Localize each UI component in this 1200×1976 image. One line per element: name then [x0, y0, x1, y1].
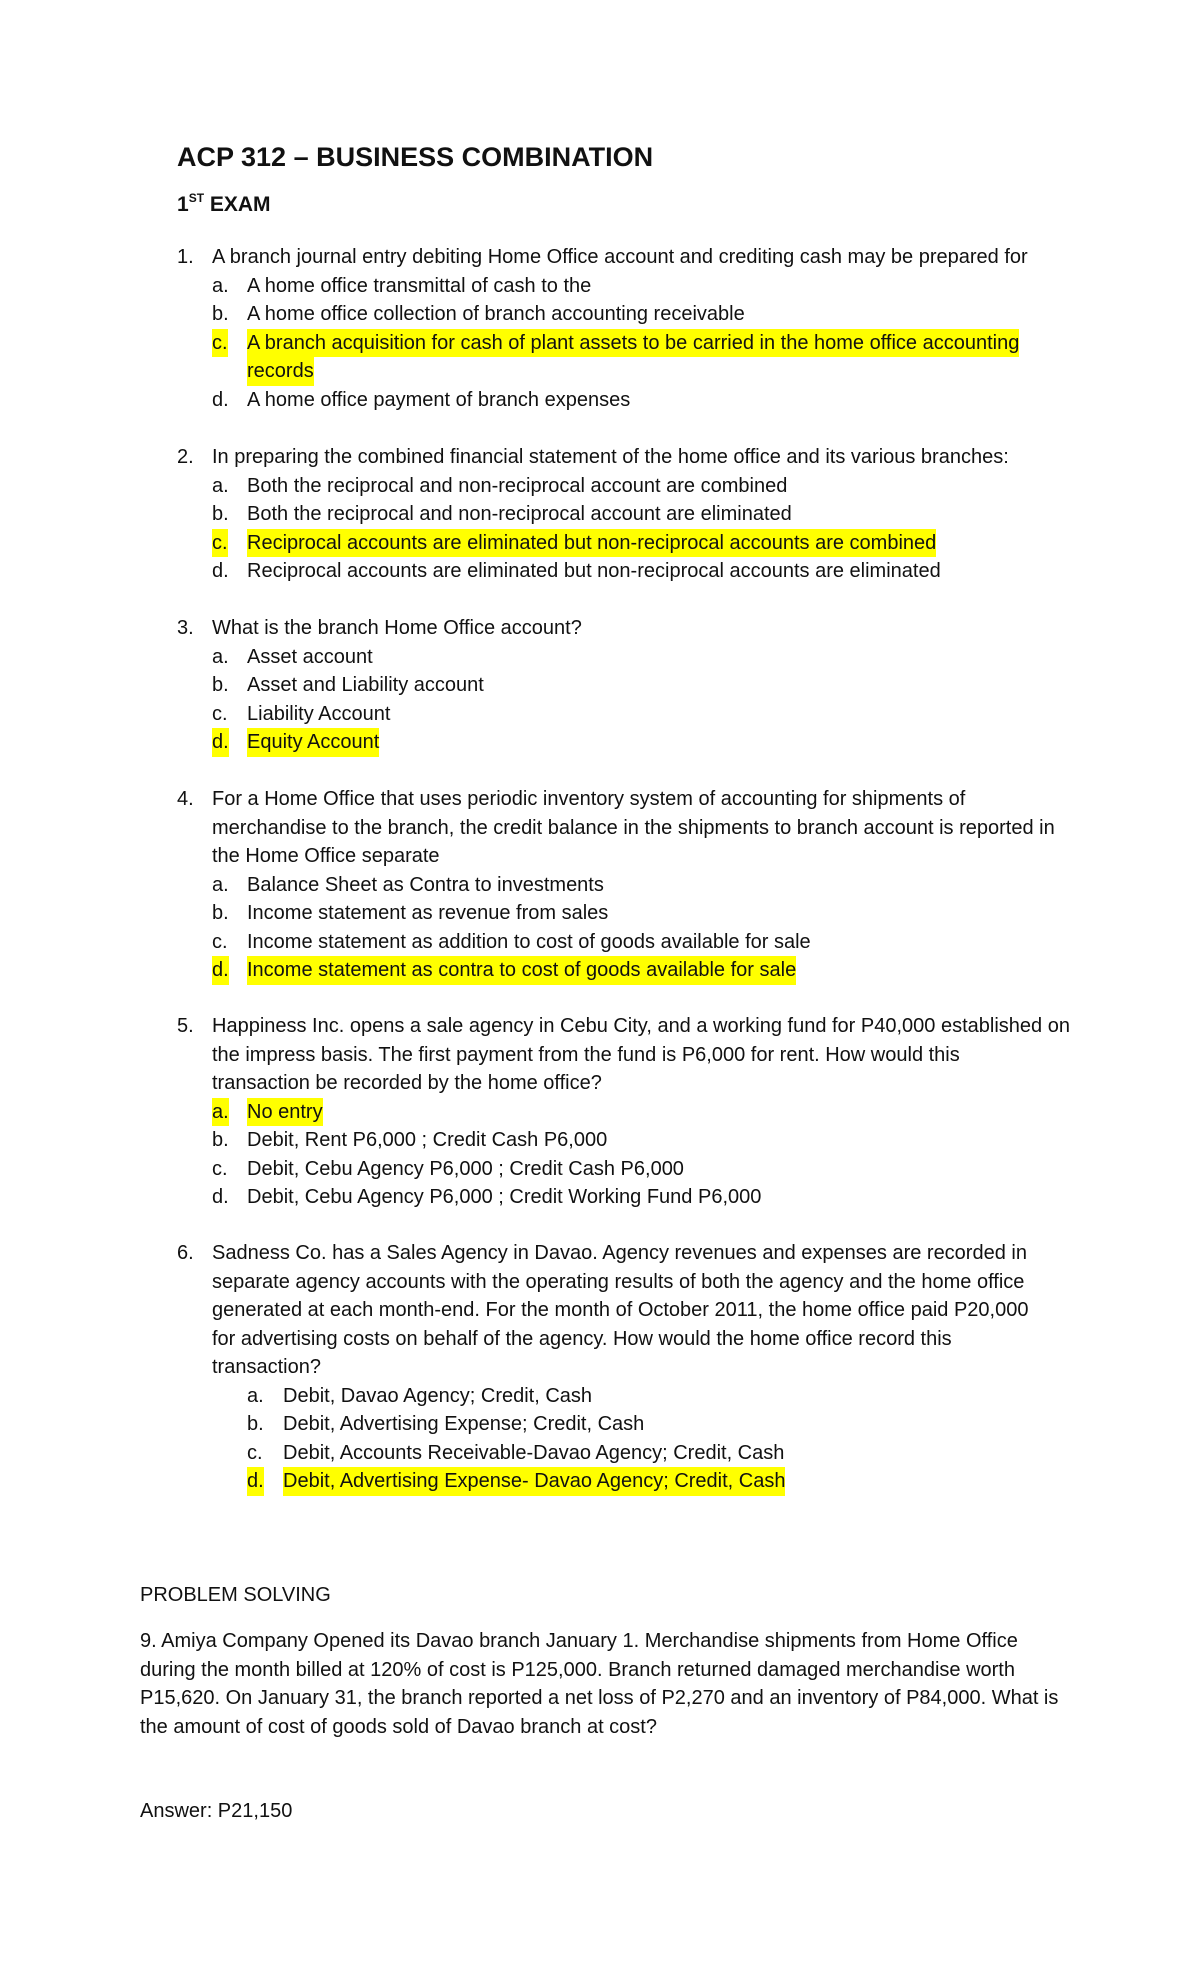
- option-b: [0, 1126, 1200, 1155]
- option-text: Both the reciprocal and non-reciprocal account are eliminated: [247, 503, 792, 525]
- question-text: For a Home Office that uses periodic inventory system of accounting for shipments of: [212, 788, 966, 810]
- problem-answer: Answer: P21,150: [140, 1800, 293, 1822]
- option-letter: b.: [212, 674, 229, 696]
- question-line: [0, 1268, 1200, 1297]
- question-line: [0, 1296, 1200, 1325]
- option-letter: d.: [212, 728, 229, 757]
- option-text: Liability Account: [247, 702, 391, 725]
- option-b: [0, 899, 1200, 928]
- option-text: Reciprocal accounts are eliminated but non-reciprocal accounts are combined: [247, 529, 936, 558]
- option-letter: b.: [212, 902, 229, 924]
- option-letter: a.: [247, 1384, 264, 1407]
- question-text: for advertising costs on behalf of the agency. How would the home office record this: [212, 1327, 952, 1350]
- option-text: Equity Account: [247, 728, 379, 757]
- question-text: What is the branch Home Office account?: [212, 617, 582, 639]
- question-line: [0, 814, 1200, 843]
- option-a: [0, 272, 1200, 301]
- problem-9: [140, 1627, 1070, 1741]
- question-line: [0, 1239, 1200, 1268]
- question-2: [0, 443, 1200, 586]
- exam-label: [177, 193, 271, 217]
- question-line: [0, 443, 1200, 472]
- question-6: [0, 1239, 1200, 1496]
- option-letter: d.: [247, 1467, 264, 1496]
- question-number: 5.: [177, 1015, 194, 1037]
- option-letter: a.: [212, 645, 229, 668]
- option-letter: a.: [212, 474, 229, 497]
- question-number: 6.: [177, 1242, 194, 1264]
- option-letter: d.: [212, 1186, 229, 1208]
- option-text: A home office collection of branch accounting receivable: [247, 303, 745, 325]
- question-line: [0, 1325, 1200, 1354]
- question-line: [0, 1041, 1200, 1070]
- question-text: merchandise to the branch, the credit balance in the shipments to branch account is reported in: [212, 816, 1055, 839]
- question-text: the Home Office separate: [212, 845, 440, 867]
- option-a-answer: [0, 1098, 1200, 1127]
- question-text: A branch journal entry debiting Home Office account and crediting cash may be prepared for: [212, 246, 1028, 268]
- option-letter: a.: [212, 1098, 229, 1127]
- option-c-answer: [0, 529, 1200, 558]
- option-text: Income statement as revenue from sales: [247, 902, 609, 924]
- option-d-answer: [0, 728, 1200, 757]
- option-letter: d.: [212, 956, 229, 985]
- exam-label-prefix: 1: [177, 193, 189, 216]
- option-text: Asset account: [247, 645, 373, 668]
- option-text: Income statement as addition to cost of goods available for sale: [247, 930, 811, 953]
- question-text: transaction be recorded by the home office?: [212, 1072, 602, 1094]
- question-text: separate agency accounts with the operating results of both the agency and the home office: [212, 1270, 1025, 1293]
- option-c-continuation: [0, 357, 1200, 386]
- question-text: the impress basis. The first payment from the fund is P6,000 for rent. How would this: [212, 1043, 960, 1066]
- option-text: Debit, Advertising Expense- Davao Agency; Credit, Cash: [283, 1467, 785, 1496]
- option-b: [0, 300, 1200, 329]
- option-text: Debit, Rent P6,000 ; Credit Cash P6,000: [247, 1129, 608, 1151]
- problem-line: P15,620. On January 31, the branch reported a net loss of P2,270 and an inventory of P84,000. What is: [140, 1687, 1059, 1709]
- problem-line: during the month billed at 120% of cost is P125,000. Branch returned damaged merchandise worth: [140, 1658, 1015, 1681]
- option-text: Asset and Liability account: [247, 674, 484, 696]
- question-number: 2.: [177, 446, 194, 468]
- exam-label-sup: ST: [188, 191, 205, 205]
- option-letter: b.: [247, 1413, 264, 1435]
- question-text: Sadness Co. has a Sales Agency in Davao. Agency revenues and expenses are recorded in: [212, 1242, 1027, 1264]
- option-letter: d.: [212, 560, 229, 582]
- problem-line: 9. Amiya Company Opened its Davao branch January 1. Merchandise shipments from Home Office: [140, 1630, 1018, 1652]
- option-a: [0, 871, 1200, 900]
- problem-solving-heading: PROBLEM SOLVING: [140, 1584, 331, 1606]
- exam-label-suffix: EXAM: [204, 193, 271, 216]
- question-line: [0, 1353, 1200, 1382]
- option-text: Balance Sheet as Contra to investments: [247, 873, 604, 896]
- option-c-answer: [0, 329, 1200, 358]
- option-letter: a.: [212, 873, 229, 896]
- option-text: Debit, Davao Agency; Credit, Cash: [283, 1384, 593, 1407]
- option-a: [0, 472, 1200, 501]
- option-c: [0, 1155, 1200, 1184]
- option-letter: c.: [212, 1157, 228, 1180]
- option-text: Debit, Cebu Agency P6,000 ; Credit Working Fund P6,000: [247, 1186, 762, 1208]
- option-letter: a.: [212, 274, 229, 297]
- option-text: Debit, Cebu Agency P6,000 ; Credit Cash P6,000: [247, 1157, 684, 1180]
- question-text: Happiness Inc. opens a sale agency in Cebu City, and a working fund for P40,000 established on: [212, 1015, 1070, 1037]
- option-letter: d.: [212, 388, 229, 411]
- question-4: [0, 785, 1200, 985]
- question-5: [0, 1012, 1200, 1212]
- option-letter: c.: [212, 702, 228, 725]
- option-letter: b.: [212, 1129, 229, 1151]
- question-text: generated at each month-end. For the month of October 2011, the home office paid P20,000: [212, 1299, 1029, 1321]
- option-letter: b.: [212, 303, 229, 325]
- option-b: [0, 500, 1200, 529]
- option-c: [0, 1439, 1200, 1468]
- option-text: Income statement as contra to cost of goods available for sale: [247, 956, 796, 985]
- question-1: [0, 243, 1200, 414]
- option-text: A branch acquisition for cash of plant assets to be carried in the home office accounting: [247, 329, 1019, 358]
- problem-line: the amount of cost of goods sold of Davao branch at cost?: [140, 1715, 657, 1738]
- option-letter: c.: [212, 930, 228, 953]
- question-3: [0, 614, 1200, 757]
- option-text: Debit, Accounts Receivable-Davao Agency; Credit, Cash: [283, 1441, 785, 1464]
- question-line: [0, 614, 1200, 643]
- option-d-answer: [0, 956, 1200, 985]
- option-b: [0, 1410, 1200, 1439]
- option-d: [0, 557, 1200, 586]
- option-text: No entry: [247, 1098, 323, 1127]
- question-text: In preparing the combined financial statement of the home office and its various branches:: [212, 446, 1009, 468]
- option-letter: c.: [212, 529, 228, 558]
- question-line: [0, 1012, 1200, 1041]
- question-number: 1.: [177, 246, 194, 268]
- question-line: [0, 1069, 1200, 1098]
- question-line: [0, 785, 1200, 814]
- option-text: Reciprocal accounts are eliminated but non-reciprocal accounts are eliminated: [247, 560, 941, 582]
- option-c: [0, 928, 1200, 957]
- question-line: [0, 842, 1200, 871]
- question-line: [0, 243, 1200, 272]
- option-letter: b.: [212, 503, 229, 525]
- option-b: [0, 671, 1200, 700]
- option-text: records: [247, 357, 314, 386]
- option-a: [0, 643, 1200, 672]
- option-text: A home office transmittal of cash to the: [247, 274, 592, 297]
- option-d-answer: [0, 1467, 1200, 1496]
- option-letter: c.: [247, 1441, 263, 1464]
- option-a: [0, 1382, 1200, 1411]
- option-d: [0, 1183, 1200, 1212]
- question-number: 3.: [177, 617, 194, 639]
- question-text: transaction?: [212, 1356, 321, 1378]
- option-text: Both the reciprocal and non-reciprocal account are combined: [247, 474, 788, 497]
- option-letter: c.: [212, 329, 228, 358]
- option-text: Debit, Advertising Expense; Credit, Cash: [283, 1413, 645, 1435]
- option-text: A home office payment of branch expenses: [247, 388, 631, 411]
- option-c: [0, 700, 1200, 729]
- document-title: ACP 312 – BUSINESS COMBINATION: [177, 142, 654, 172]
- question-number: 4.: [177, 788, 194, 810]
- option-d: [0, 386, 1200, 415]
